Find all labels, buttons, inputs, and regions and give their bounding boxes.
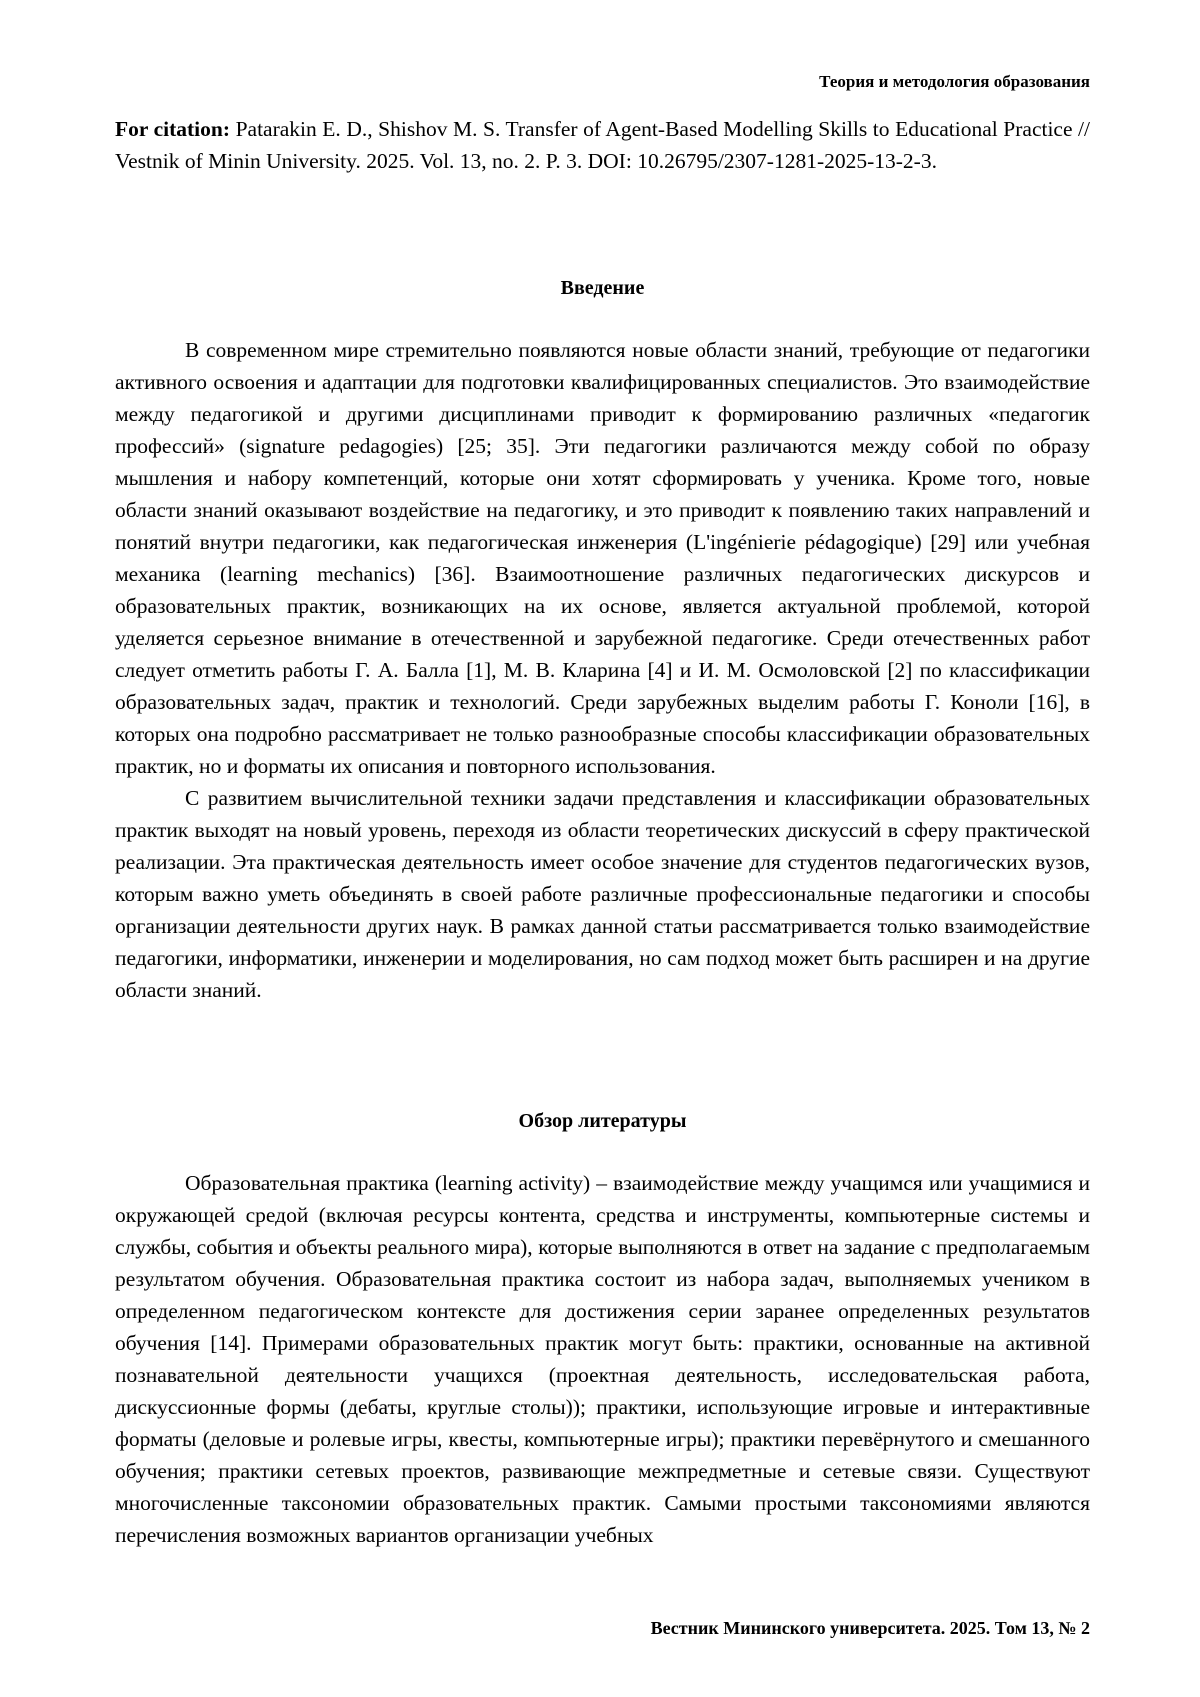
paragraph: Образовательная практика (learning activity) – взаимодействие между учащимся или учащимися и окружающей средой (включая ресурсы контента, средства и инструменты, компьютерные системы и службы, события и объекты реального мира), которые выполняются в ответ на задание с предполагаемым результатом обучения. Образовательная практика состоит из набора задач, выполняемых учеником в определенном педагогическом контексте для достижения серии заранее определенных результатов обучения [14]. Примерами образовательных практик могут быть: практики, основанные на активной познавательной деятельности учащихся (проектная деятельность, исследовательская работа, дискуссионные формы (дебаты, круглые столы)); практики, использующие игровые и интерактивные форматы (деловые и ролевые игры, квесты, компьютерные игры); практики перевёрнутого и смешанного обучения; практики сетевых проектов, развивающие межпредметные и сетевые связи. Существуют многочисленные таксономии образовательных практик. Самыми простыми таксономиями являются перечисления возможных вариантов организации учебных [115,1171,1090,1547]
paragraph: В современном мире стремительно появляются новые области знаний, требующие от педагогики активного освоения и адаптации для подготовки квалифицированных специалистов. Это взаимодействие между педагогикой и другими дисциплинами приводит к формированию различных «педагогик профессий» (signature pedagogies) [25; 35]. Эти педагогики различаются между собой по образу мышления и набору компетенций, которые они хотят сформировать у ученика. Кроме того, новые области знаний оказывают воздействие на педагогику, и это приводит к появлению таких направлений и понятий внутри педагогики, как педагогическая инженерия (L'ingénierie pédagogique) [29] или учебная механика (learning mechanics) [36]. Взаимоотношение различных педагогических дискурсов и образовательных практик, возникающих на их основе, является актуальной проблемой, которой уделяется серьезное внимание в отечественной и зарубежной педагогике. Среди отечественных работ следует отметить работы Г. А. Балла [1], М. В. Кларина [4] и И. М. Осмоловской [2] по классификации образовательных задач, практик и технологий. Среди зарубежных выделим работы Г. Коноли [16], в которых она подробно рассматривает не только разнообразные способы классификации образовательных практик, но и форматы их описания и повторного использования. [115,338,1090,778]
journal-page [115,0,1090,1697]
running-header: Теория и методология образования [819,72,1090,91]
citation-text: Patarakin E. D., Shishov M. S. Transfer of Agent-Based Modelling Skills to Educational Practice // Vestnik of Minin University. 2025. Vol. 13, no. 2. P. 3. DOI: 10.26795/2307-1281-2025-13-2-3. [115,117,1091,173]
literature-review-body [115,1167,1090,1551]
section-heading-introduction: Введение [560,277,645,299]
paragraph: С развитием вычислительной техники задачи представления и классификации образовательных практик выходят на новый уровень, переходя из области теоретических дискуссий в сферу практической реализации. Эта практическая деятельность имеет особое значение для студентов педагогических вузов, которым важно уметь объединять в своей работе различные профессиональные педагогики и способы организации деятельности других наук. В рамках данной статьи рассматривается только взаимодействие педагогики, информатики, инженерии и моделирования, но сам подход может быть расширен и на другие области знаний. [115,786,1090,1002]
section-heading-literature-review: Обзор литературы [518,1110,687,1132]
citation-label: For citation: [115,117,231,141]
introduction-body [115,334,1090,1006]
running-footer: Вестник Мининского университета. 2025. Том 13, № 2 [650,1618,1090,1638]
citation-block [115,113,1090,177]
